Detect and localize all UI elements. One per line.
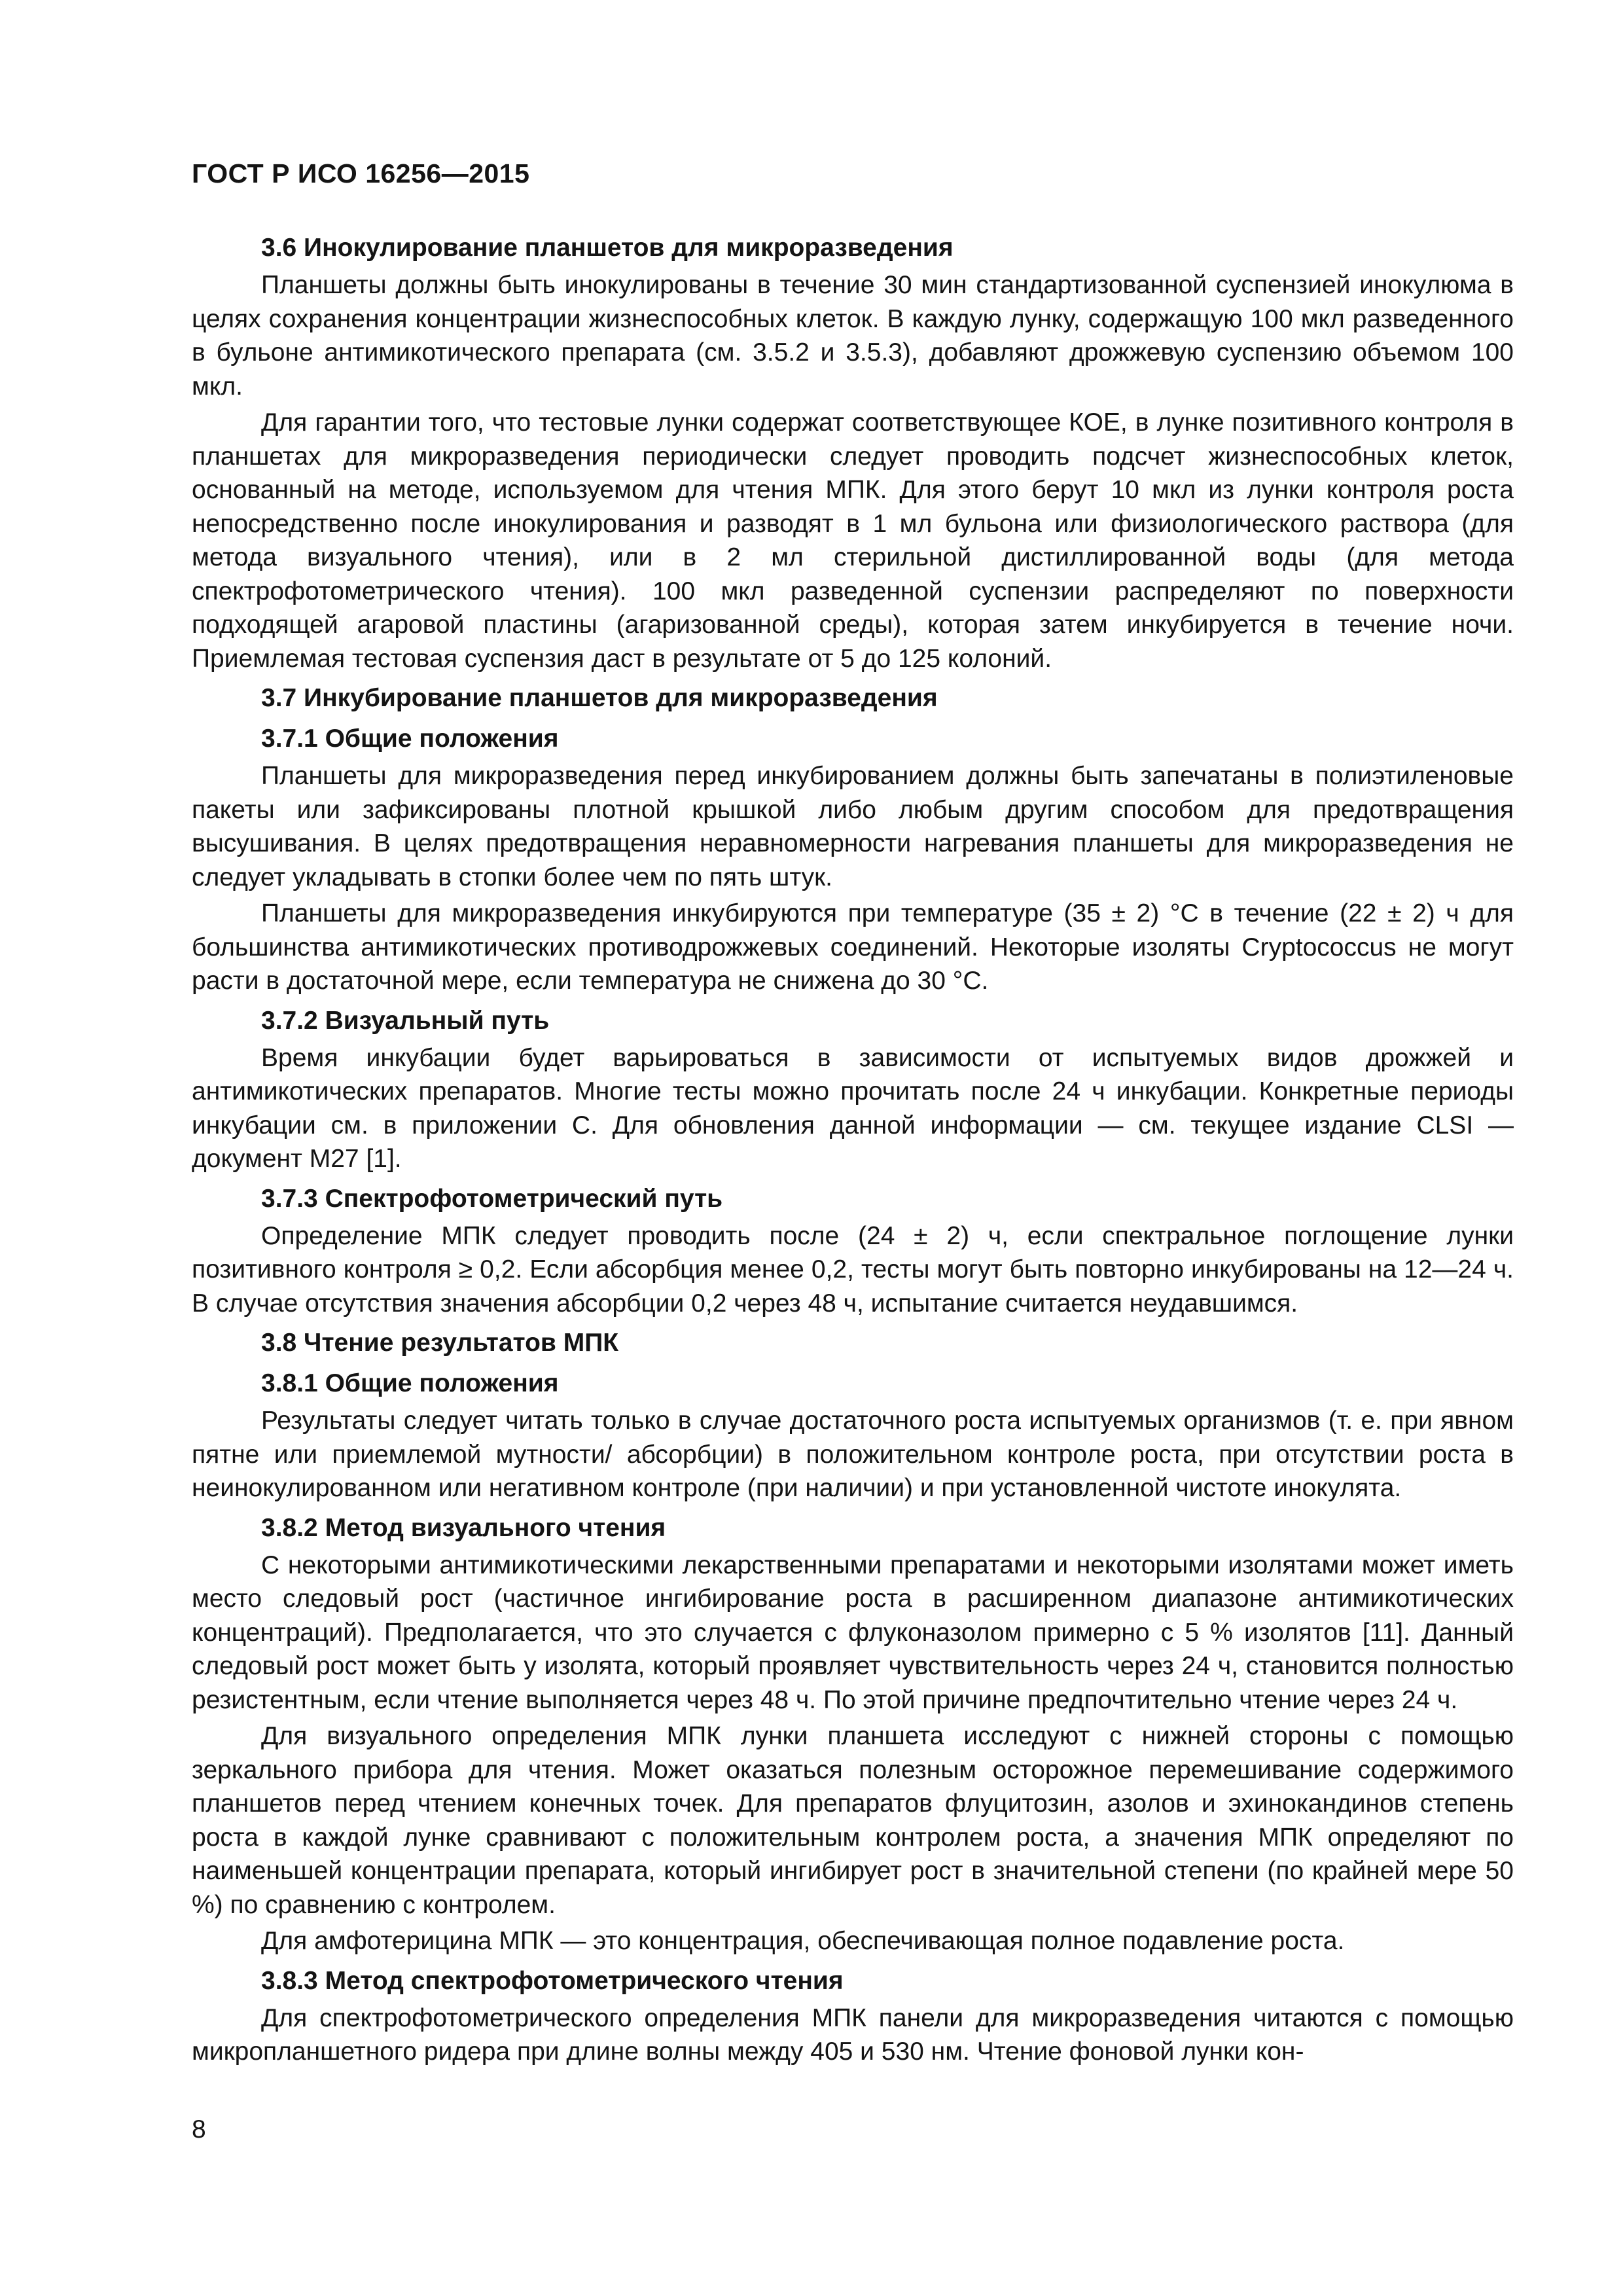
section-heading-3-7-3: 3.7.3 Спектрофотометрический путь (261, 1184, 723, 1213)
paragraph: Для гарантии того, что тестовые лунки содержат соответствующее КОЕ, в лунке позитивного контроля в планшетах для микроразведения периодически следует проводить подсчет жизнеспособных клеток, основанный на методе, используемом для чтения МПК. Для этого берут 10 мкл из лунки контроля роста непосредственно после инокулирования и разводят в 1 мл бульона или физиологического раствора (для метода визуального чтения), или в 2 мл стерильной дистиллированной воды (для метода спектрофотометрического чтения). 100 мкл разведенной суспензии распределяют по поверхности подходящей агаровой пластины (агаризованной среды), которая затем инкубируется в течение ночи. Приемлемая тестовая суспензия даст в результате от 5 до 125 колоний. (192, 408, 1514, 673)
paragraph: Время инкубации будет варьироваться в зависимости от испытуемых видов дрожжей и антимикотических препаратов. Многие тесты можно прочитать после 24 ч инкубации. Конкретные периоды инкубации см. в приложении С. Для обновления данной информации — см. текущее издание CLSI — документ М27 [1]. (192, 1043, 1514, 1173)
section-heading-3-8-2: 3.8.2 Метод визуального чтения (261, 1513, 666, 1542)
paragraph: Для спектрофотометрического определения МПК панели для микроразведения читаются с помощью микропланшетного ридера при длине волны между 405 и 530 нм. Чтение фоновой лунки кон- (192, 2003, 1514, 2066)
section-heading-3-8-1: 3.8.1 Общие положения (261, 1369, 559, 1397)
section-heading-3-8: 3.8 Чтение результатов МПК (261, 1329, 619, 1357)
paragraph: Планшеты должны быть инокулированы в течение 30 мин стандартизованной суспензией инокулюма в целях сохранения концентрации жизнеспособных клеток. В каждую лунку, содержащую 100 мкл разведенного в бульоне антимикотического препарата (см. 3.5.2 и 3.5.3), добавляют дрожжевую суспензию объемом 100 мкл. (192, 271, 1514, 401)
paragraph: Для амфотерицина МПК — это концентрация, обеспечивающая полное подавление роста. (261, 1927, 1345, 1955)
section-heading-3-7-1: 3.7.1 Общие положения (261, 725, 559, 753)
section-heading-3-8-3: 3.8.3 Метод спектрофотометрического чтения (261, 1966, 844, 1995)
section-heading-3-7: 3.7 Инкубирование планшетов для микроразведения (261, 684, 938, 712)
paragraph: Результаты следует читать только в случае достаточного роста испытуемых организмов (т. е. при явном пятне или приемлемой мутности/ абсорбции) в положительном контроле роста, при отсутствии роста в неинокулированном или негативном контроле (при наличии) и при установленной чистоте инокулята. (192, 1407, 1514, 1502)
page-number: 8 (192, 2115, 206, 2144)
paragraph: С некоторыми антимикотическими лекарственными препаратами и некоторыми изолятами может иметь место следовый рост (частичное ингибирование роста в расширенном диапазоне антимикотических концентраций). Предполагается, что это случается с флуконазолом примерно с 5 % изолятов [11]. Данный следовый рост может быть у изолята, который проявляет чувствительность через 24 ч, становится полностью резистентным, если чтение выполняется через 48 ч. По этой причине предпочтительно чтение через 24 ч. (192, 1551, 1514, 1714)
section-heading-3-7-2: 3.7.2 Визуальный путь (261, 1006, 550, 1035)
document-header-code: ГОСТ Р ИСО 16256—2015 (192, 158, 530, 188)
paragraph: Определение МПК следует проводить после (24 ± 2) ч, если спектральное поглощение лунки позитивного контроля ≥ 0,2. Если абсорбция менее 0,2, тесты могут быть повторно инкубированы на 12—24 ч. В случае отсутствия значения абсорбции 0,2 через 48 ч, испытание считается неудавшимся. (192, 1221, 1514, 1318)
paragraph: Для визуального определения МПК лунки планшета исследуют с нижней стороны с помощью зеркального прибора для чтения. Может оказаться полезным осторожное перемешивание содержимого планшетов перед чтением конечных точек. Для препаратов флуцитозин, азолов и эхинокандинов степень роста в каждой лунке сравнивают с положительным контролем роста, а значения МПК определяют по наименьшей концентрации препарата, который ингибирует рост в значительной степени (по крайней мере 50 %) по сравнению с контролем. (192, 1722, 1514, 1919)
section-heading-3-6: 3.6 Инокулирование планшетов для микроразведения (261, 234, 954, 262)
paragraph: Планшеты для микроразведения инкубируются при температуре (35 ± 2) °С в течение (22 ± 2) ч для большинства антимикотических противодрожжевых соединений. Некоторые изоляты Cryptococcus не могут расти в достаточной мере, если температура не снижена до 30 °С. (192, 899, 1514, 995)
paragraph: Планшеты для микроразведения перед инкубированием должны быть запечатаны в полиэтиленовые пакеты или зафиксированы плотной крышкой либо любым другим способом для предотвращения высушивания. В целях предотвращения неравномерности нагревания планшеты для микроразведения не следует укладывать в стопки более чем по пять штук. (192, 762, 1514, 891)
document-body (192, 228, 1514, 2072)
